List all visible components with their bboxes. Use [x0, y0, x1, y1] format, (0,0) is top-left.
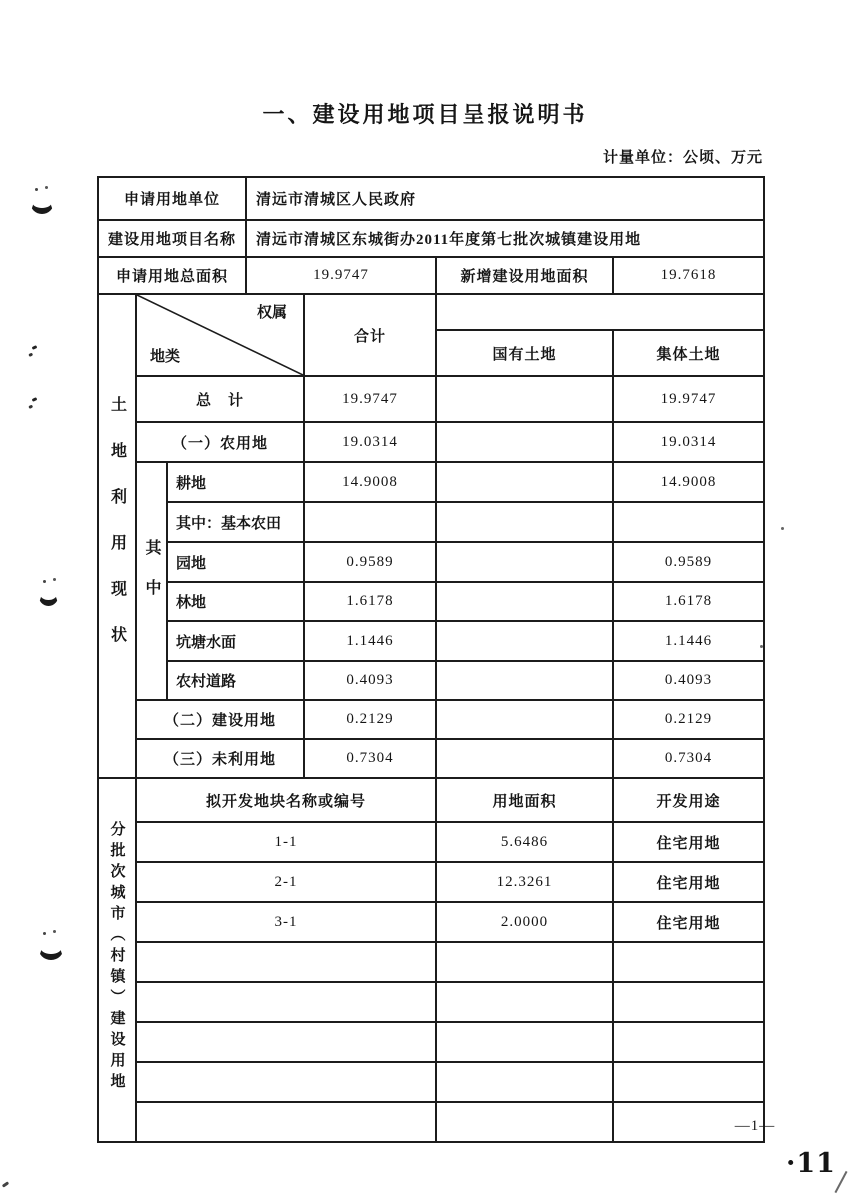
landuse-total-value: 0.2129	[304, 700, 436, 739]
scan-speck	[781, 527, 784, 530]
table-row	[98, 294, 764, 330]
landuse-collective-value: 0.4093	[613, 661, 764, 700]
landuse-state-value	[436, 376, 613, 422]
table-row	[98, 822, 764, 862]
corner-page-number: ·11	[786, 1148, 836, 1179]
ink-smudge	[32, 345, 38, 350]
landuse-state-value	[436, 422, 613, 462]
landuse-total-value: 1.6178	[304, 582, 436, 621]
applicant-label: 申请用地单位	[98, 177, 246, 220]
col-header-state-land: 国有土地	[436, 330, 613, 376]
ownership-header-blank	[436, 294, 764, 330]
parcel-name	[136, 1102, 436, 1142]
landuse-state-value	[436, 462, 613, 502]
total-area-label: 申请用地总面积	[98, 257, 246, 294]
form-tables	[97, 176, 763, 1143]
table-row	[98, 582, 764, 621]
parcel-use	[613, 982, 764, 1022]
landuse-collective-value: 1.6178	[613, 582, 764, 621]
landuse-row-name: （三）未利用地	[136, 739, 304, 778]
landuse-state-value	[436, 502, 613, 542]
parcels-side-cell	[98, 778, 136, 1142]
ink-smudge	[38, 582, 59, 606]
table-row	[98, 942, 764, 982]
table-row	[98, 661, 764, 700]
parcel-area: 5.6486	[436, 822, 613, 862]
parcel-area	[436, 1062, 613, 1102]
landuse-side-label: 土地利用现状	[108, 395, 126, 672]
landuse-collective-value: 0.9589	[613, 542, 764, 582]
parcel-name: 2-1	[136, 862, 436, 902]
parcel-use	[613, 1022, 764, 1062]
col-header-parcel-name: 拟开发地块名称或编号	[136, 778, 436, 822]
table-row	[98, 1022, 764, 1062]
diagonal-landtype-label: 地类	[150, 349, 181, 365]
landuse-total-value: 19.9747	[304, 376, 436, 422]
parcel-name	[136, 982, 436, 1022]
parcel-use: 住宅用地	[613, 902, 764, 942]
page-number: —1—	[734, 1118, 776, 1134]
landuse-collective-value: 19.9747	[613, 376, 764, 422]
landuse-collective-value: 14.9008	[613, 462, 764, 502]
table-row	[98, 778, 764, 822]
parcel-use	[613, 1062, 764, 1102]
landuse-total-value: 14.9008	[304, 462, 436, 502]
landuse-state-value	[436, 661, 613, 700]
parcel-area: 12.3261	[436, 862, 613, 902]
landuse-row-name: 农村道路	[167, 661, 304, 700]
parcel-area	[436, 982, 613, 1022]
table-row	[98, 257, 764, 294]
parcel-name: 3-1	[136, 902, 436, 942]
table-row	[98, 462, 764, 502]
landuse-collective-value: 1.1446	[613, 621, 764, 661]
ink-smudge	[30, 190, 54, 214]
table-row	[98, 862, 764, 902]
landuse-state-value	[436, 739, 613, 778]
parcel-area	[436, 942, 613, 982]
table-row	[98, 376, 764, 422]
landuse-collective-value: 19.0314	[613, 422, 764, 462]
project-name-label: 建设用地项目名称	[98, 220, 246, 257]
landuse-collective-value	[613, 502, 764, 542]
table-row	[98, 739, 764, 778]
project-name-value: 清远市清城区东城街办2011年度第七批次城镇建设用地	[246, 220, 764, 257]
landuse-row-name: 其中：基本农田	[167, 502, 304, 542]
table-row	[98, 1102, 764, 1142]
table-row	[98, 1062, 764, 1102]
table-row	[98, 982, 764, 1022]
landuse-total-value: 0.4093	[304, 661, 436, 700]
parcel-area	[436, 1102, 613, 1142]
new-area-label: 新增建设用地面积	[436, 257, 613, 294]
landuse-total-value: 0.9589	[304, 542, 436, 582]
landuse-row-name: 总 计	[136, 376, 304, 422]
parcel-area	[436, 1022, 613, 1062]
landuse-row-name: （一）农用地	[136, 422, 304, 462]
table-row	[98, 902, 764, 942]
parcels-table	[97, 777, 765, 1143]
parcel-name	[136, 1022, 436, 1062]
subgroup-cell	[136, 462, 167, 700]
scan-slash	[834, 1171, 847, 1193]
unit-note: 计量单位：公顷、万元	[602, 150, 763, 166]
landuse-row-name: （二）建设用地	[136, 700, 304, 739]
ink-smudge	[2, 1181, 9, 1187]
landuse-collective-value: 0.2129	[613, 700, 764, 739]
parcel-use	[613, 942, 764, 982]
table-row	[98, 422, 764, 462]
landuse-state-value	[436, 582, 613, 621]
parcel-area: 2.0000	[436, 902, 613, 942]
scan-speck	[760, 645, 763, 648]
landuse-collective-value: 0.7304	[613, 739, 764, 778]
table-row	[98, 177, 764, 220]
table-row	[98, 621, 764, 661]
landuse-side-cell	[98, 294, 136, 778]
table-row	[98, 542, 764, 582]
parcel-use: 住宅用地	[613, 862, 764, 902]
parcels-side-label: 分批次城市（村镇）建设用地	[108, 821, 125, 1094]
table-row	[98, 220, 764, 257]
subgroup-label: 其中	[143, 538, 160, 619]
landuse-row-name: 园地	[167, 542, 304, 582]
col-header-collective-land: 集体土地	[613, 330, 764, 376]
info-table	[97, 176, 765, 295]
table-row	[98, 502, 764, 542]
parcel-name	[136, 942, 436, 982]
landuse-total-value: 0.7304	[304, 739, 436, 778]
applicant-value: 清远市清城区人民政府	[246, 177, 764, 220]
ink-smudge	[38, 934, 64, 960]
landuse-state-value	[436, 621, 613, 661]
col-header-total: 合计	[304, 294, 436, 376]
new-area-value: 19.7618	[613, 257, 764, 294]
landuse-state-value	[436, 700, 613, 739]
landuse-total-value	[304, 502, 436, 542]
landuse-table	[97, 293, 765, 779]
landuse-state-value	[436, 542, 613, 582]
landuse-total-value: 19.0314	[304, 422, 436, 462]
page-title: 一、建设用地项目呈报说明书	[262, 102, 588, 127]
total-area-value: 19.9747	[246, 257, 436, 294]
landuse-total-value: 1.1446	[304, 621, 436, 661]
ink-smudge	[32, 397, 38, 402]
parcel-use: 住宅用地	[613, 822, 764, 862]
parcel-name	[136, 1062, 436, 1102]
parcel-name: 1-1	[136, 822, 436, 862]
col-header-parcel-area: 用地面积	[436, 778, 613, 822]
diagonal-header-cell	[136, 294, 304, 376]
landuse-row-name: 林地	[167, 582, 304, 621]
diagonal-ownership-label: 权属	[256, 305, 287, 321]
col-header-parcel-use: 开发用途	[613, 778, 764, 822]
landuse-row-name: 耕地	[167, 462, 304, 502]
landuse-row-name: 坑塘水面	[167, 621, 304, 661]
table-row	[98, 700, 764, 739]
